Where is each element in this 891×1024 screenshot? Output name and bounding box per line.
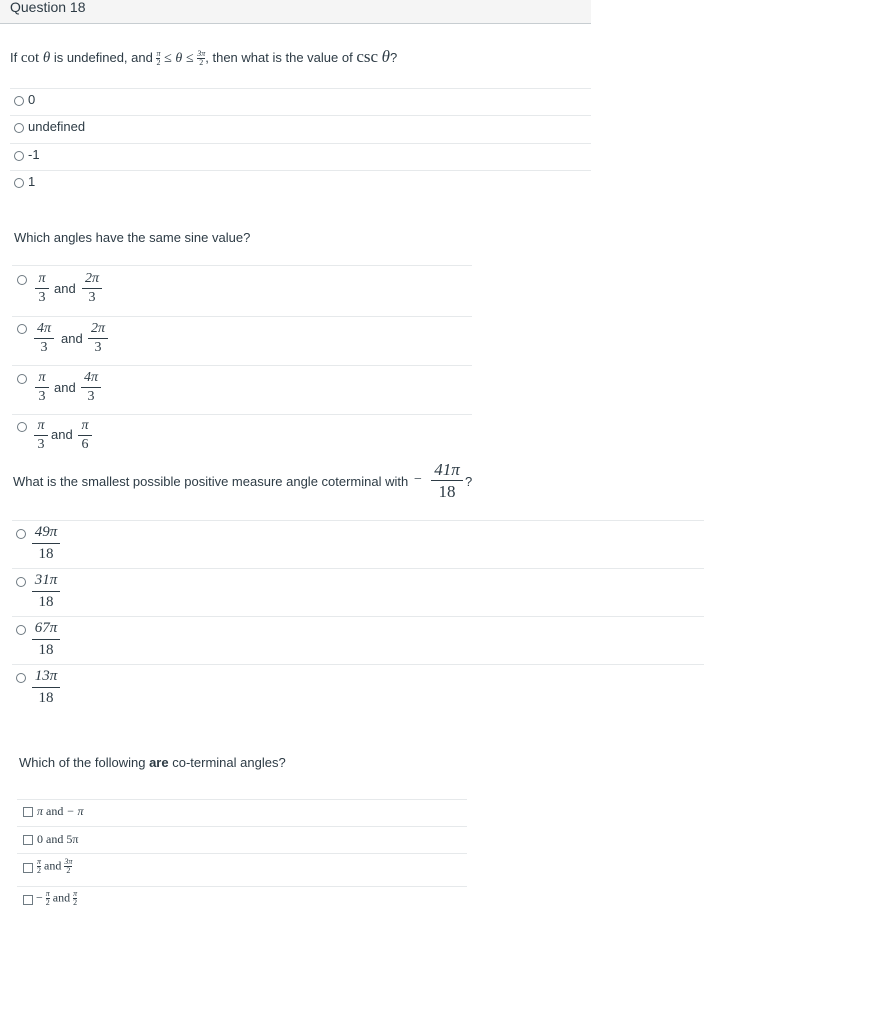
q18-option-3-label[interactable]: -1 [28, 147, 40, 162]
q21-stem-bold: are [149, 755, 169, 770]
q18-range-lower: $\frac{\pi}{2}$ [156, 49, 161, 68]
q19-option-1-frac-a: π 3 [35, 272, 49, 305]
q19-option-2-frac-b: 2π 3 [88, 322, 108, 355]
question-header [0, 0, 591, 24]
q20-option-3-radio[interactable] [16, 625, 26, 635]
q18-le-2: ≤ [185, 51, 194, 66]
q18-stem-mid: is undefined, and [53, 50, 153, 65]
q19-option-4-radio[interactable] [17, 422, 27, 432]
q18-option-2-label[interactable]: undefined [28, 119, 86, 134]
q21-option-3-checkbox[interactable] [23, 863, 33, 873]
q19-option-1-radio[interactable] [17, 275, 27, 285]
q20-option-3-frac[interactable]: 67π 18 [32, 621, 60, 658]
q21-option-4-label[interactable]: − $\frac{\pi}{2}$ and $\frac{\pi}{2}$ [36, 889, 78, 907]
q21-option-2-label[interactable]: 0 and 5π [37, 832, 79, 846]
q19-option-4-frac-a: π 3 [34, 419, 48, 452]
q21-option-4-checkbox[interactable] [23, 895, 33, 905]
q19-stem: Which angles have the same sine value? [14, 230, 251, 245]
q18-option-1-label[interactable]: 0 [28, 92, 36, 107]
q19-option-1-and: and [54, 281, 76, 296]
q20-qmark: ? [465, 474, 473, 489]
question-title: Question 18 [10, 0, 86, 15]
q21-stem-suffix: co-terminal angles? [172, 755, 286, 770]
q18-csc: csc [356, 47, 379, 66]
q18-option-4-radio[interactable] [14, 178, 24, 188]
q21-option-1-label[interactable]: π and − π [37, 804, 84, 818]
q21-stem-prefix: Which of the following [19, 755, 146, 770]
q19-option-3-frac-b: 4π 3 [81, 371, 101, 404]
q18-stem-after: , then what is the value of [205, 50, 353, 65]
q21-stem [19, 755, 286, 770]
q21-option-2-checkbox[interactable] [23, 835, 33, 845]
q20-option-1-radio[interactable] [16, 529, 26, 539]
q20-option-2-frac[interactable]: 31π 18 [32, 573, 60, 610]
q18-theta-2: θ [175, 51, 183, 66]
q18-qmark: ? [390, 50, 398, 65]
q21-option-3-label[interactable]: $\frac{\pi}{2}$ and $\frac{3\pi}{2}$ [37, 857, 73, 875]
q19-option-2-frac-a: 4π 3 [34, 322, 54, 355]
q21-option-1-checkbox[interactable] [23, 807, 33, 817]
q19-option-3-radio[interactable] [17, 374, 27, 384]
q20-option-4-frac[interactable]: 13π 18 [32, 669, 60, 706]
q18-stem [10, 47, 397, 67]
q18-cot: cot [20, 50, 40, 66]
q18-range-upper: $\frac{3\pi}{2}$ [197, 49, 206, 68]
q19-option-4-frac-b: π 6 [78, 419, 92, 452]
q19-option-2-and: and [61, 331, 83, 346]
q19-option-4-and: and [51, 427, 73, 442]
q18-theta: θ [42, 50, 51, 66]
q20-minus: − [414, 472, 422, 487]
q18-option-1-radio[interactable] [14, 96, 24, 106]
q18-option-2-radio[interactable] [14, 123, 24, 133]
q18-theta-3: θ [381, 47, 391, 66]
q18-le-1: ≤ [164, 51, 172, 66]
q19-option-3-and: and [54, 380, 76, 395]
q19-option-1-frac-b: 2π 3 [82, 272, 102, 305]
q18-option-4-label[interactable]: 1 [28, 174, 36, 189]
q19-option-2-radio[interactable] [17, 324, 27, 334]
q20-option-4-radio[interactable] [16, 673, 26, 683]
q19-option-3-frac-a: π 3 [35, 371, 49, 404]
q20-option-1-frac[interactable]: 49π 18 [32, 525, 60, 562]
q20-target-frac: 41π 18 [431, 461, 463, 500]
q18-stem-prefix: If [10, 50, 18, 65]
q18-option-3-radio[interactable] [14, 151, 24, 161]
q20-option-2-radio[interactable] [16, 577, 26, 587]
q20-stem: What is the smallest possible positive measure angle coterminal with [13, 474, 409, 489]
